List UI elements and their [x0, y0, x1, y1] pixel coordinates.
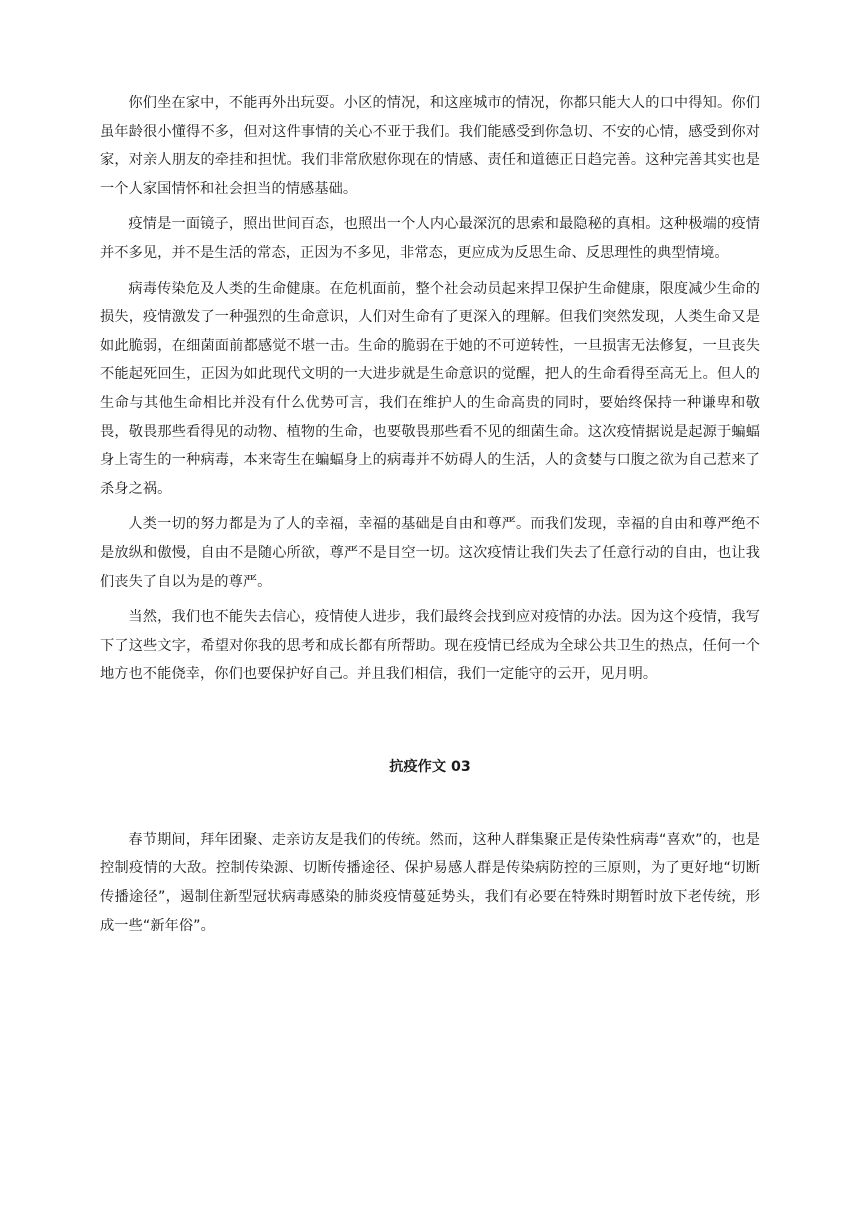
body-paragraph: 人类一切的努力都是为了人的幸福，幸福的基础是自由和尊严。而我们发现，幸福的自由和尊严绝不是放纵和傲慢，自由不是随心所欲，尊严不是目空一切。这次疫情让我们失去了任意行动的自由，也让我们丧失了自以为是的尊严。: [100, 516, 760, 590]
section-title: 抗疫作文 03: [389, 758, 471, 775]
body-paragraph: 当然，我们也不能失去信心，疫情使人进步，我们最终会找到应对疫情的办法。因为这个疫情，我写下了这些文字，希望对你我的思考和成长都有所帮助。现在疫情已经成为全球公共卫生的热点，任何一个地方也不能侥幸，你们也要保护好自己。并且我们相信，我们一定能守的云开，见月明。: [100, 609, 760, 683]
body-paragraph: 疫情是一面镜子，照出世间百态，也照出一个人内心最深沉的思索和最隐秘的真相。这种极端的疫情并不多见，并不是生活的常态，正因为不多见，非常态，更应成为反思生命、反思理性的典型情境。: [100, 216, 760, 261]
body-paragraph: 春节期间，拜年团聚、走亲访友是我们的传统。然而，这种人群集聚正是传染性病毒“喜欢”的，也是控制疫情的大敌。控制传染源、切断传播途径、保护易感人群是传染病防控的三原则，为了更好地“切断传播途径”，遏制住新型冠状病毒感染的肺炎疫情蔓延势头，我们有必要在特殊时期暂时放下老传统，形成一些“新年俗”。: [100, 831, 760, 934]
body-paragraph: 病毒传染危及人类的生命健康。在危机面前，整个社会动员起来捍卫保护生命健康，限度减少生命的损失，疫情激发了一种强烈的生命意识，人们对生命有了更深入的理解。但我们突然发现，人类生命又是如此脆弱，在细菌面前都感觉不堪一击。生命的脆弱在于她的不可逆转性，一旦损害无法修复，一旦丧失不能起死回生，正因为如此现代文明的一大进步就是生命意识的觉醒，把人的生命看得至高无上。但人的生命与其他生命相比并没有什么优势可言，我们在维护人的生命高贵的同时，要始终保持一种谦卑和敬畏，敬畏那些看得见的动物、植物的生命，也要敬畏那些看不见的细菌生命。这次疫情据说是起源于蝙蝠身上寄生的一种病毒，本来寄生在蝙蝠身上的病毒并不妨碍人的生活，人的贪婪与口腹之欲为自己惹来了杀身之祸。: [100, 280, 760, 497]
body-paragraph: 你们坐在家中，不能再外出玩耍。小区的情况，和这座城市的情况，你都只能大人的口中得知。你们虽年龄很小懂得不多，但对这件事情的关心不亚于我们。我们能感受到你急切、不安的心情，感受到你对家，对亲人朋友的牵挂和担忧。我们非常欣慰你现在的情感、责任和道德正日趋完善。这种完善其实也是一个人家国情怀和社会担当的情感基础。: [100, 95, 760, 197]
